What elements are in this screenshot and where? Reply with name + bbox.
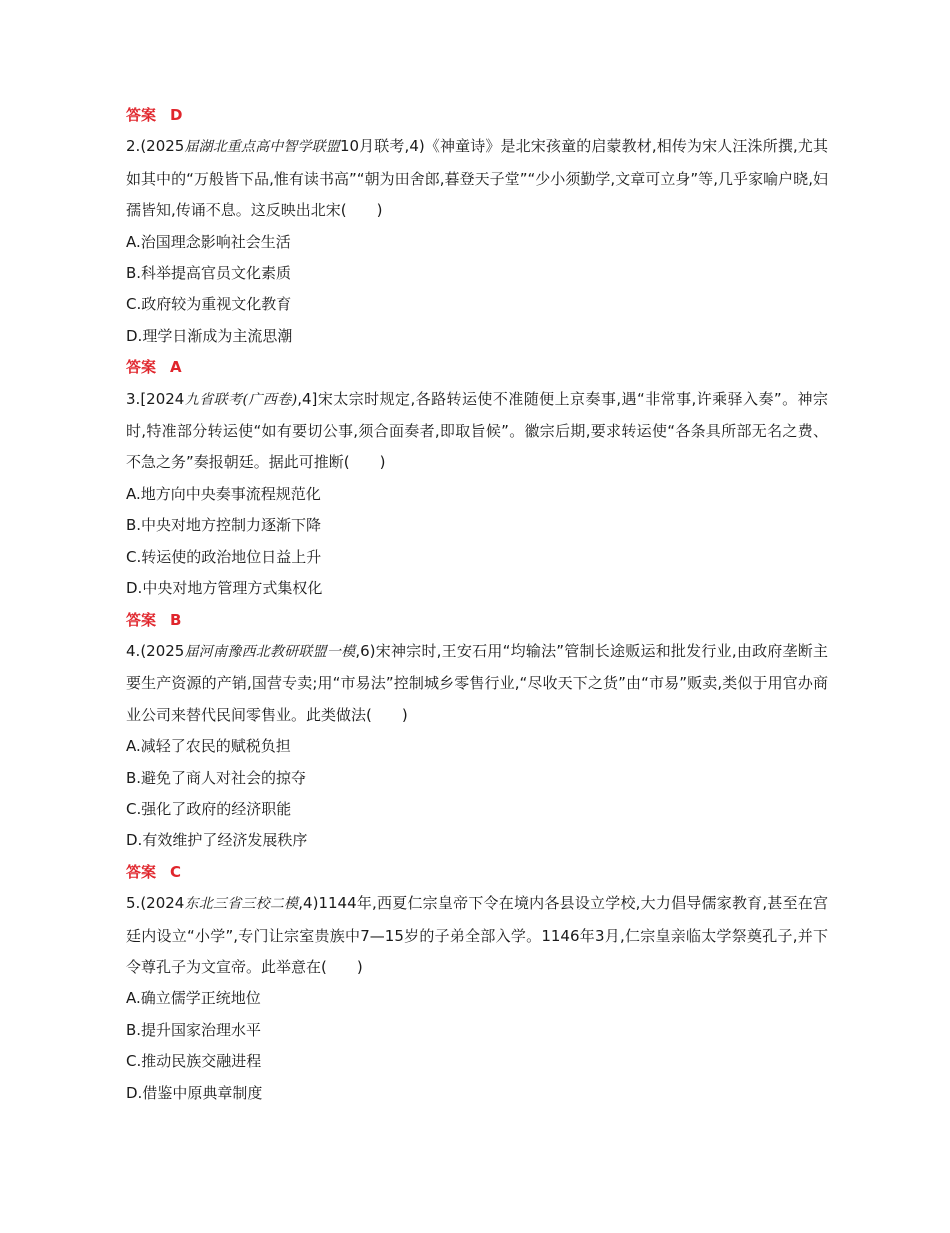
option-c: C.强化了政府的经济职能 [126,799,292,818]
question-source-rest: 10月联考,4) [339,137,425,156]
question-source: 东北三省三校二模 [184,896,299,913]
question-source-open: (2024 [140,894,185,913]
option-b: B.避免了商人对社会的掠夺 [126,768,307,787]
answer-label: 答案 [126,862,157,881]
question-source: 届河南豫西北教研联盟一模 [184,643,356,660]
question-number: 4. [126,641,141,660]
question-source-open: (2025 [140,641,185,660]
question-number: 3. [126,389,141,408]
option-d: D.借鉴中原典章制度 [126,1083,263,1102]
option-a: A.确立儒学正统地位 [126,989,261,1008]
answer-label: 答案 [126,358,157,377]
option-d: D.有效维护了经济发展秩序 [126,831,308,850]
option-b: B.提升国家治理水平 [126,1020,262,1039]
question-source-open: [2024 [140,389,185,408]
option-d: D.理学日渐成为主流思潮 [126,326,293,345]
document-page [126,100,828,1109]
answer-q2 [126,352,828,383]
question-stem: 《神童诗》是北宋孩童的启蒙教材,相传为宋人汪洙所撰,尤其如其中的“万般皆下品,惟有读书高”“朝为田舍郎,暮登天子堂”“少小须勤学,文章可立身”等,几乎家喻户晓,妇孺皆知,传诵不息。这反映出北宋( ) [126,137,828,220]
question-stem: 宋太宗时规定,各路转运使不准随便上京奏事,遇“非常事,许乘驿入奏”。神宗时,特准部分转运使“如有要切公事,须合面奏者,即取旨候”。徽宗后期,要求转运使“各条具所部无名之费、不急之务”奏报朝廷。据此可推断( ) [126,389,828,472]
answer-label: 答案 [126,610,157,629]
answer-label: 答案 [126,106,157,124]
answer-q3 [126,605,828,636]
answer-value: C [170,862,182,881]
answer-value: B [170,610,182,629]
option-c: C.政府较为重视文化教育 [126,295,292,314]
question-source-rest: ,6) [355,641,376,660]
option-c: C.推动民族交融进程 [126,1052,262,1071]
question-4 [126,636,828,731]
question-number: 2. [126,137,141,156]
option-b: B.中央对地方控制力逐渐下降 [126,516,322,535]
question-source-open: (2025 [140,137,185,156]
question-number: 5. [126,894,141,913]
answer-q4 [126,857,828,888]
question-source: 九省联考(广西卷) [184,391,298,408]
option-d: D.中央对地方管理方式集权化 [126,579,323,598]
question-5 [126,888,828,983]
option-c: C.转运使的政治地位日益上升 [126,547,322,566]
answer-value: D [170,106,183,124]
answer-q1 [126,100,828,131]
question-stem: 1144年,西夏仁宗皇帝下令在境内各县设立学校,大力倡导儒家教育,甚至在宫廷内设立“小学”,专门让宗室贵族中7—15岁的子弟全部入学。1146年3月,仁宗皇亲临太学祭奠孔子,并下令尊孔子为文宣帝。此举意在( ) [126,894,829,976]
option-a: A.减轻了农民的赋税负担 [126,737,291,756]
answer-value: A [170,358,182,377]
question-source: 届湖北重点高中智学联盟 [184,139,340,156]
option-b: B.科举提高官员文化素质 [126,264,292,283]
option-a: A.治国理念影响社会生活 [126,232,291,251]
question-2 [126,131,828,226]
option-a: A.地方向中央奏事流程规范化 [126,484,321,503]
question-source-rest: ,4] [297,389,318,408]
question-stem: 宋神宗时,王安石用“均输法”管制长途贩运和批发行业,由政府垄断主要生产资源的产销,国营专卖;用“市易法”控制城乡零售行业,“尽收天下之货”由“市易”贩卖,类似于用官办商业公司来替代民间零售业。此类做法( ) [126,641,829,724]
question-3 [126,384,828,479]
question-source-rest: ,4) [298,894,319,913]
